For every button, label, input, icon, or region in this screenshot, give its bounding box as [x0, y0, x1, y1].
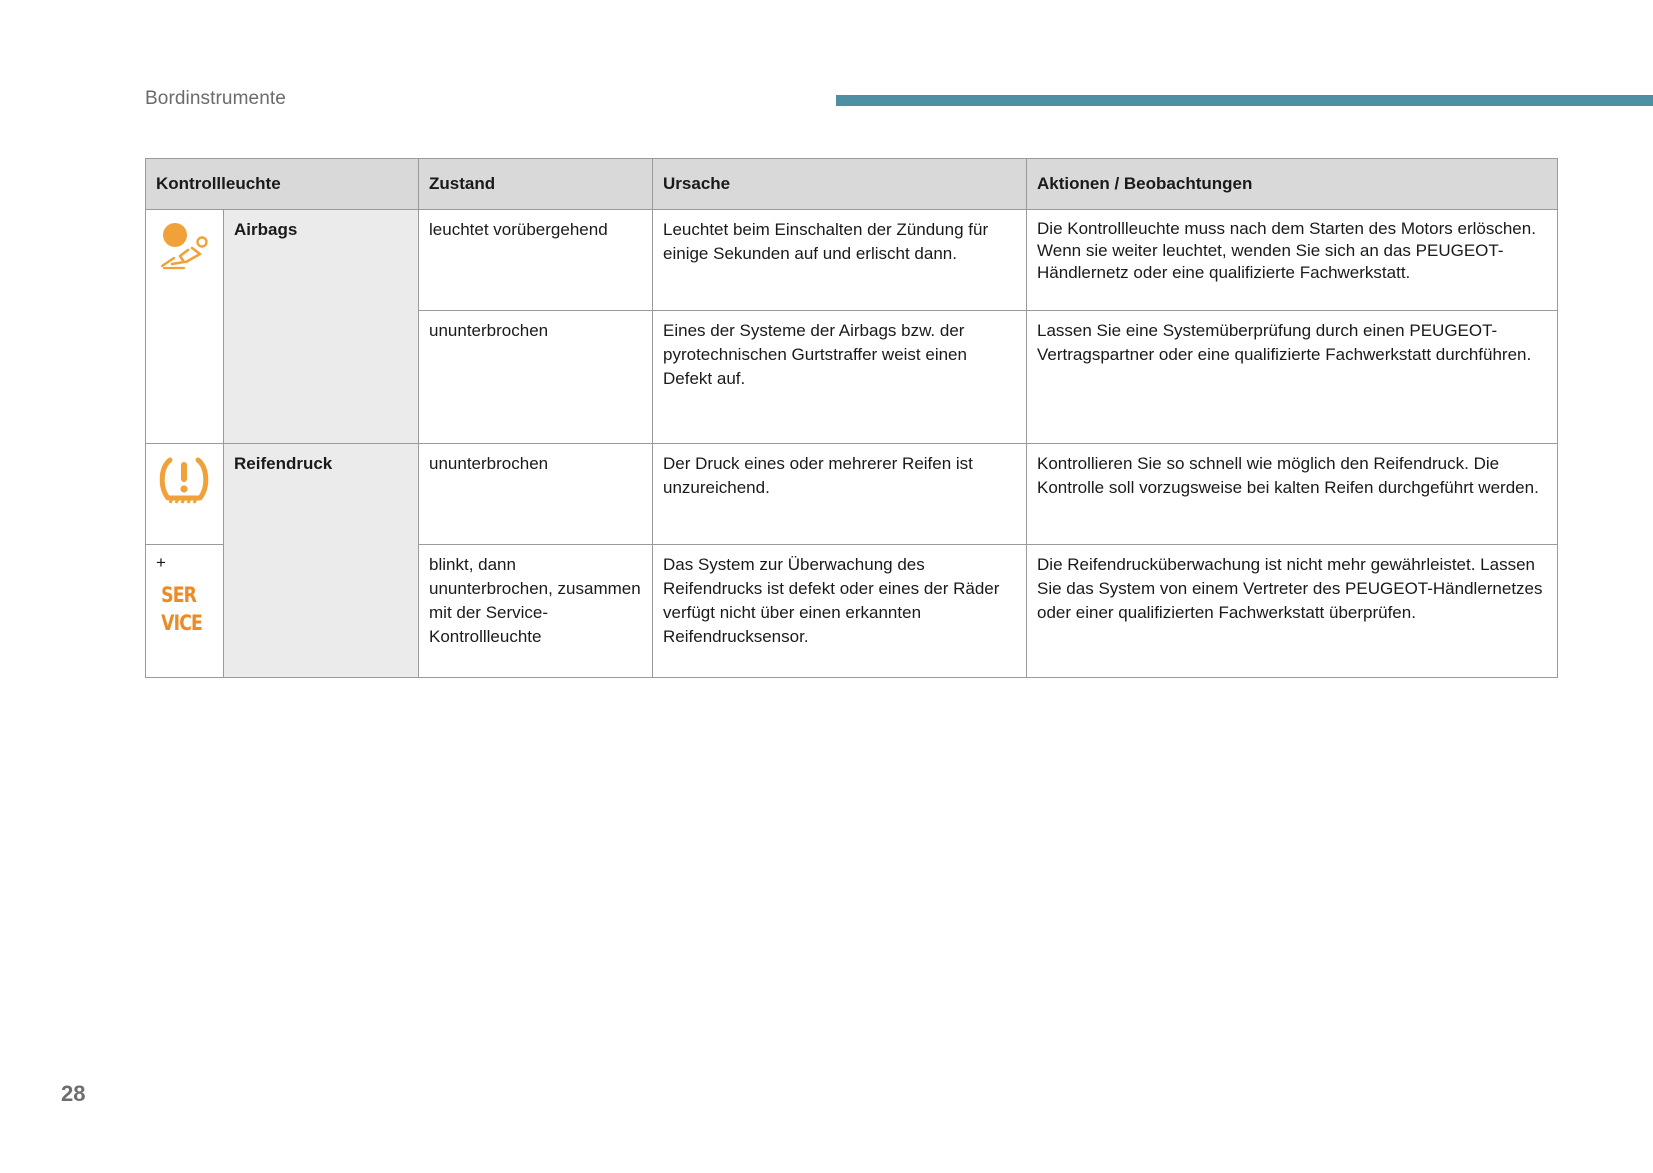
state-cell: ununterbrochen [419, 444, 653, 545]
state-cell: ununterbrochen [419, 311, 653, 444]
action-cell: Kontrollieren Sie so schnell wie möglich den Reifendruck. Die Kontrolle soll vorzugsweise bei kalten Reifen durchgeführt werden. [1027, 444, 1558, 545]
service-icon-cell [146, 545, 224, 678]
cause-cell: Eines der Systeme der Airbags bzw. der pyrotechnischen Gurtstraffer weist einen Defekt auf. [653, 311, 1027, 444]
header-accent-bar [836, 95, 1653, 106]
warning-lights-table [145, 158, 1558, 678]
action-cell: Die Reifendrucküberwachung ist nicht mehr gewährleistet. Lassen Sie das System von einem Vertreter des PEUGEOT-Händlernetzes oder einer qualifizierten Fachwerkstatt überprüfen. [1027, 545, 1558, 678]
action-cell: Die Kontrollleuchte muss nach dem Starten des Motors erlöschen. Wenn sie weiter leuchtet, wenden Sie sich an das PEUGEOT-Händlernetz oder eine qualifizierte Fachwerkstatt. [1027, 210, 1558, 311]
state-cell: leuchtet vorübergehend [419, 210, 653, 311]
lamp-name-airbags: Airbags [224, 210, 419, 444]
page-number: 28 [61, 1081, 86, 1106]
column-header-cause: Ursache [653, 159, 1027, 210]
cause-cell: Leuchtet beim Einschalten der Zündung für einige Sekunden auf und erlischt dann. [653, 210, 1027, 311]
cause-cell: Der Druck eines oder mehrerer Reifen ist unzureichend. [653, 444, 1027, 545]
airbag-warning-icon-svg [156, 218, 212, 274]
tyre-icon-cell [146, 444, 224, 545]
table-row [146, 210, 1558, 311]
column-header-state: Zustand [419, 159, 653, 210]
tyre-pressure-warning-icon [156, 495, 212, 514]
lamp-name-reifendruck: Reifendruck [224, 444, 419, 678]
table-header-row [146, 159, 1558, 210]
service-warning-icon: SERVICE [161, 583, 202, 635]
section-title: Bordinstrumente [145, 88, 286, 109]
state-cell: blinkt, dann ununterbrochen, zusammen mit der Service-Kontrollleuchte [419, 545, 653, 678]
column-header-lamp: Kontrollleuchte [146, 159, 419, 210]
column-header-action: Aktionen / Beobachtungen [1027, 159, 1558, 210]
table-row [146, 444, 1558, 545]
airbag-warning-icon [156, 259, 212, 278]
plus-symbol: + [156, 553, 166, 572]
tyre-pressure-warning-icon-svg [156, 452, 212, 510]
action-cell: Lassen Sie eine Systemüberprüfung durch einen PEUGEOT-Vertragspartner oder eine qualifizierte Fachwerkstatt durchführen. [1027, 311, 1558, 444]
airbag-icon-cell [146, 210, 224, 444]
cause-cell: Das System zur Überwachung des Reifendrucks ist defekt oder eines der Räder verfügt nicht über einen erkannten Reifendrucksensor. [653, 545, 1027, 678]
